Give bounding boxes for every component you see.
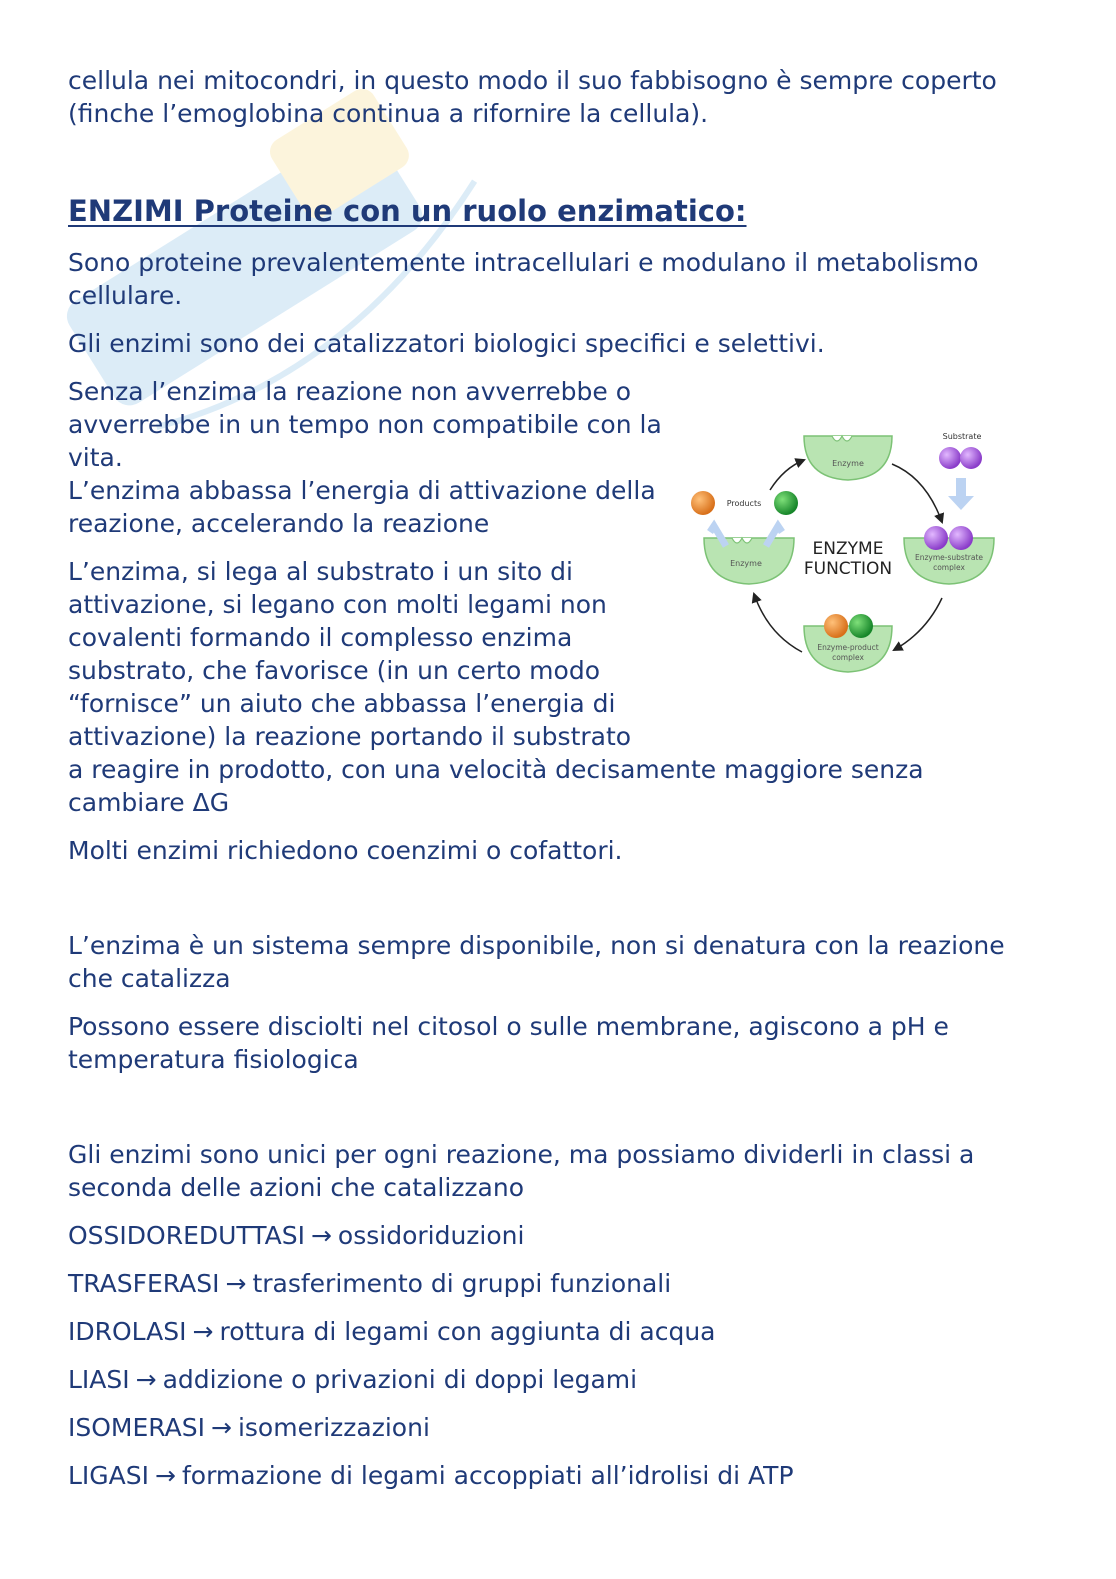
cycle-arrow-icon — [754, 594, 802, 652]
intro-paragraph: cellula nei mitocondri, in questo modo il suo fabbisogno è sempre coperto (finche l’emoglobina continua a rifornire la cellula). — [68, 66, 997, 128]
paragraph-catalysts: Gli enzimi sono dei catalizzatori biologici specifici e selettivi. — [68, 329, 825, 358]
label-ep-complex-2: complex — [832, 653, 864, 662]
label-es-complex-1: Enzyme-substrate — [915, 553, 983, 562]
enzyme-class-item: OSSIDOREDUTTASI → ossidoriduzioni — [68, 1221, 525, 1250]
paragraph-enzyme-binding-end: a reagire in prodotto, con una velocità decisamente maggiore senza cambiare ΔG — [68, 755, 924, 817]
diagram-title-line2: FUNCTION — [803, 559, 893, 579]
down-arrow-icon — [948, 478, 974, 510]
cycle-arrow-icon — [770, 460, 804, 490]
substrate-molecule — [939, 447, 961, 469]
paragraph-availability: L’enzima è un sistema sempre disponibile, non si denatura con la reazione che catalizza — [68, 931, 1005, 993]
enzyme-function-diagram — [686, 428, 1006, 676]
enzyme-class-list — [68, 1219, 1048, 1492]
paragraph-classes-intro: Gli enzimi sono unici per ogni reazione, ma possiamo dividerli in classi a seconda delle azioni che catalizzano — [68, 1140, 975, 1202]
cycle-arrow-icon — [894, 598, 942, 650]
paragraph-without-enzyme: Senza l’enzima la reazione non avverrebbe o avverrebbe in un tempo non compatibile con la vita. — [68, 377, 662, 472]
label-ep-complex-1: Enzyme-product — [817, 643, 879, 652]
paragraph-coenzymes: Molti enzimi richiedono coenzimi o cofattori. — [68, 836, 623, 865]
enzyme-class-item: TRASFERASI → trasferimento di gruppi funzionali — [68, 1269, 672, 1298]
product-molecule-green — [774, 491, 798, 515]
label-products: Products — [726, 499, 762, 508]
product-molecule-orange — [691, 491, 715, 515]
enzyme-class-item: LIASI → addizione o privazioni di doppi legami — [68, 1365, 638, 1394]
cycle-arrow-icon — [892, 464, 942, 522]
enzyme-class-item: ISOMERASI → isomerizzazioni — [68, 1413, 430, 1442]
paragraph-activation-energy: L’enzima abbassa l’energia di attivazione della reazione, accelerando la reazione — [68, 476, 656, 538]
diagram-title-line1: ENZYME — [812, 539, 884, 559]
enzyme-class-item: IDROLASI → rottura di legami con aggiunta di acqua — [68, 1317, 716, 1346]
label-es-complex-2: complex — [933, 563, 965, 572]
paragraph-intracellular: Sono proteine prevalentemente intracellulari e modulano il metabolismo cellulare. — [68, 248, 979, 310]
label-enzyme-left: Enzyme — [730, 559, 762, 568]
label-substrate: Substrate — [942, 432, 982, 441]
label-enzyme-top: Enzyme — [832, 459, 864, 468]
enzyme-class-item: LIGASI → formazione di legami accoppiati all’idrolisi di ATP — [68, 1461, 794, 1490]
section-heading: ENZIMI Proteine con un ruolo enzimatico: — [68, 194, 747, 228]
paragraph-enzyme-binding: L’enzima, si lega al substrato i un sito di attivazione, si legano con molti legami non covalenti formando il complesso enzima substrato, che favorisce (in un certo modo “fornisce” un aiuto che abbassa l’energia di attivazione) la reazione portando il substrato — [68, 557, 632, 751]
document-page — [68, 64, 1048, 1507]
paragraph-location: Possono essere disciolti nel citosol o sulle membrane, agiscono a pH e temperatura fisiologica — [68, 1012, 949, 1074]
enzyme-top-shape — [804, 436, 892, 480]
substrate-molecule — [960, 447, 982, 469]
